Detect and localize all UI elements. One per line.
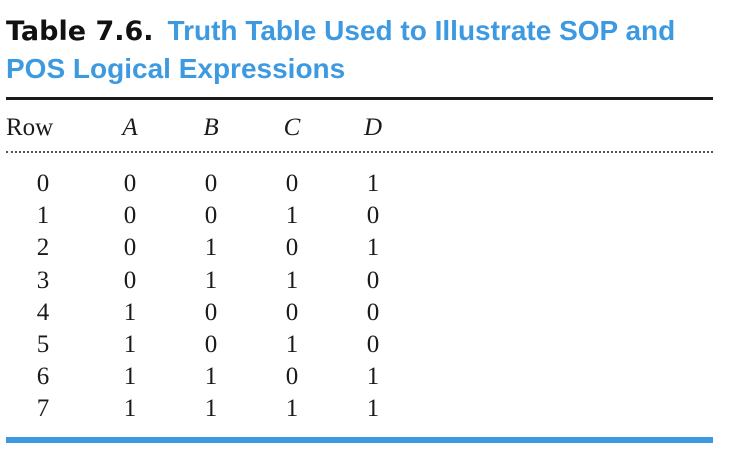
cell-d: 0: [366, 331, 380, 358]
cell-b: 0: [204, 331, 218, 358]
header-a: A: [122, 114, 138, 141]
cell-d: 1: [366, 170, 380, 197]
header-row: Row: [6, 114, 54, 141]
table-title: Truth Table Used to Illustrate SOP and POS Logical Expressions: [6, 15, 676, 84]
header-d: D: [363, 114, 383, 141]
top-rule: [6, 97, 713, 100]
cell-a: 0: [123, 234, 137, 262]
cell-c: 0: [285, 363, 299, 391]
cell-a: 1: [123, 298, 137, 326]
cell-d: 0: [366, 202, 380, 230]
header-dotted-rule: [6, 151, 713, 153]
cell-a: 0: [123, 202, 137, 230]
header-c: C: [283, 114, 301, 141]
cell-a: 1: [123, 331, 137, 358]
cell-row: 7: [36, 395, 50, 423]
cell-row: 2: [36, 234, 50, 262]
cell-row: 4: [36, 298, 50, 326]
cell-b: 1: [204, 234, 218, 262]
header-b: B: [203, 114, 219, 141]
table-caption: [6, 12, 721, 87]
cell-c: 1: [285, 331, 299, 358]
cell-c: 0: [285, 234, 299, 262]
cell-c: 0: [285, 170, 299, 197]
cell-row: 0: [36, 170, 50, 197]
table-label: Table 7.6.: [6, 16, 154, 47]
cell-c: 1: [285, 395, 299, 423]
cell-d: 1: [366, 363, 380, 391]
cell-a: 1: [123, 395, 137, 423]
cell-b: 1: [204, 363, 218, 391]
bottom-rule: [6, 437, 713, 443]
cell-b: 1: [204, 266, 218, 294]
cell-a: 1: [123, 363, 137, 391]
cell-b: 0: [204, 170, 218, 197]
cell-d: 1: [366, 234, 380, 262]
cell-b: 0: [204, 202, 218, 230]
cell-d: 0: [366, 298, 380, 326]
cell-row: 5: [36, 331, 50, 358]
cell-row: 6: [36, 363, 50, 391]
cell-row: 3: [36, 266, 50, 294]
cell-d: 0: [366, 266, 380, 294]
cell-b: 1: [204, 395, 218, 423]
cell-c: 1: [285, 266, 299, 294]
cell-b: 0: [204, 298, 218, 326]
cell-c: 1: [285, 202, 299, 230]
cell-a: 0: [123, 266, 137, 294]
cell-row: 1: [36, 202, 50, 230]
cell-a: 0: [123, 170, 137, 197]
cell-d: 1: [366, 395, 380, 423]
cell-c: 0: [285, 298, 299, 326]
